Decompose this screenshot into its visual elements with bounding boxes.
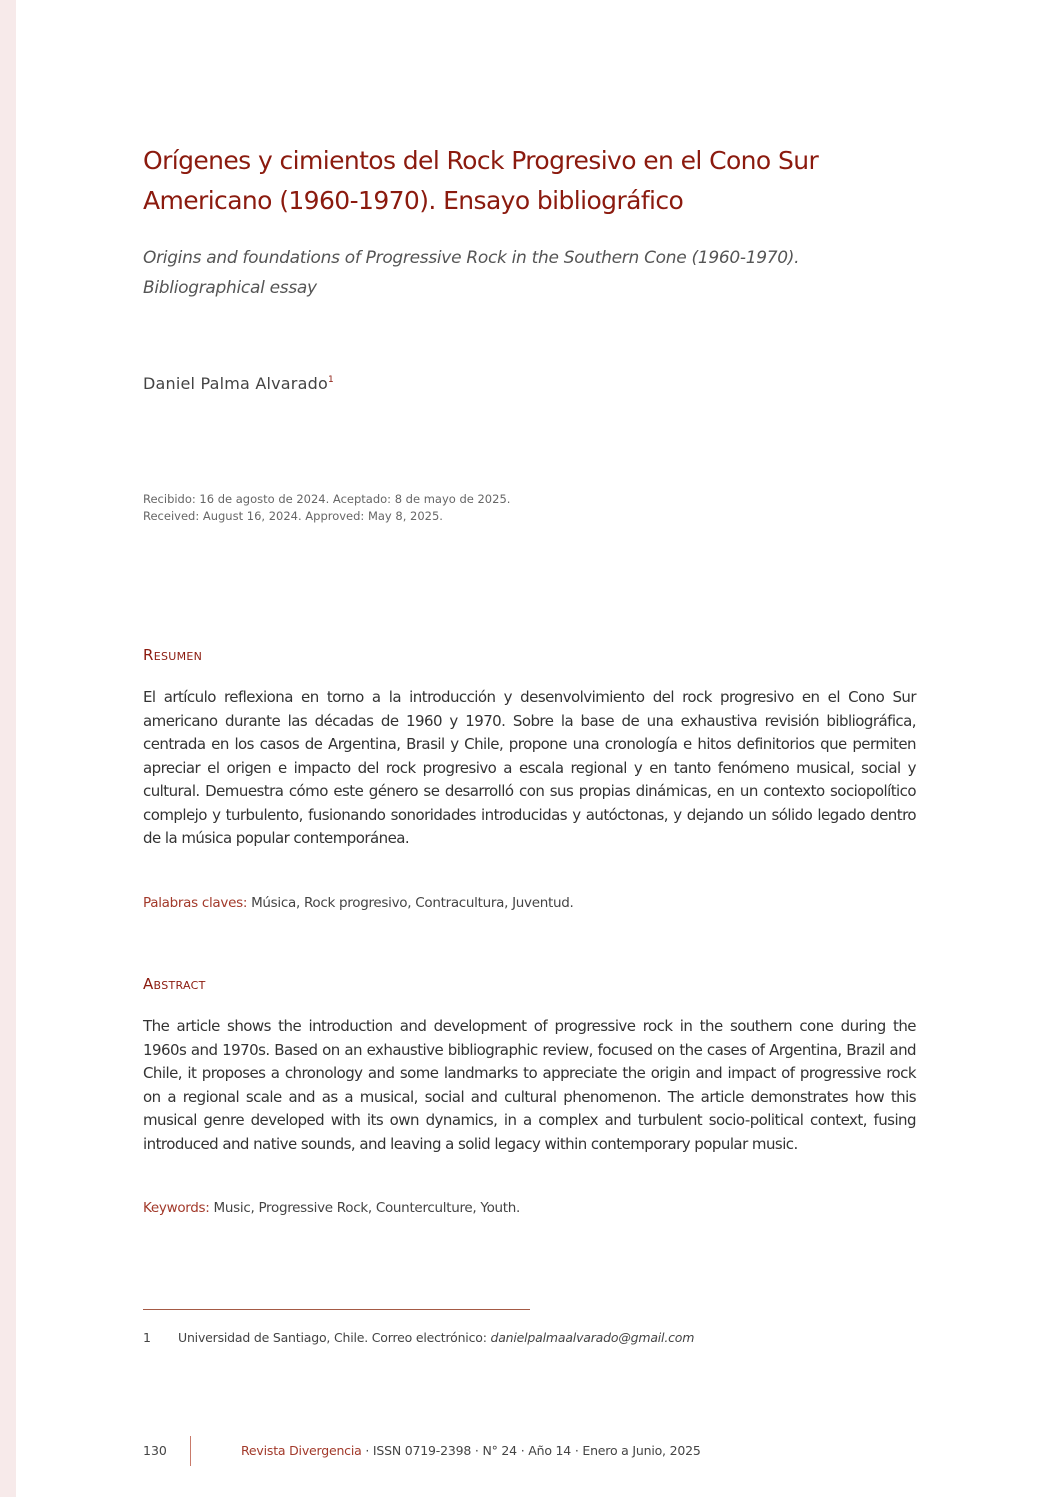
author-name: Daniel Palma Alvarado <box>143 374 328 393</box>
keywords-es: Música, Rock progresivo, Contracultura, Juventud. <box>251 895 574 911</box>
footnote-divider <box>143 1309 530 1310</box>
keywords-label-es: Palabras claves: <box>143 895 248 911</box>
footnote-ref[interactable]: 1 <box>327 375 334 385</box>
footer-divider <box>190 1436 191 1466</box>
abstract-heading: Abstract <box>143 975 206 993</box>
journal-info <box>241 1443 701 1458</box>
journal-details: · ISSN 0719-2398 · N° 24 · Año 14 · Enero a Junio, 2025 <box>361 1443 701 1458</box>
journal-name: Revista Divergencia <box>241 1443 362 1458</box>
footnote-number: 1 <box>143 1330 151 1345</box>
resumen-heading: Resumen <box>143 646 203 664</box>
page-number: 130 <box>143 1443 167 1458</box>
resumen-text: El artículo reflexiona en torno a la introducción y desenvolvimiento del rock progresivo en el Cono Sur americano durante las décadas de 1960 y 1970. Sobre la base de una exhaustiva revisión bibliográfica, centrada en los casos de Argentina, Brasil y Chile, propone una cronología e hitos definitorios que permiten apreciar el origen e impacto del rock progresivo a escala regional y en tanto fenómeno musical, social y cultural. Demuestra cómo este género se desarrolló con sus propias dinámicas, en un contexto sociopolítico complejo y turbulento, fusionando sonoridades introducidas y autóctonas, y dejando un sólido legado dentro de la música popular contemporánea. <box>143 688 916 847</box>
submission-dates <box>143 491 510 525</box>
resumen-keywords <box>143 895 573 911</box>
dates-english: Received: August 16, 2024. Approved: May 8, 2025. <box>143 509 443 523</box>
dates-spanish: Recibido: 16 de agosto de 2024. Aceptado: 8 de mayo de 2025. <box>143 492 511 506</box>
abstract-text: The article shows the introduction and development of progressive rock in the southern cone during the 1960s and 1970s. Based on an exhaustive bibliographic review, focused on the cases of Argentina, Brazil and Chile, it proposes a chronology and some landmarks to appreciate the origin and impact of progressive rock on a regional scale and as a musical, social and cultural phenomenon. The article demonstrates how this musical genre developed with its own dynamics, in a complex and turbulent socio-political context, fusing introduced and native sounds, and leaving a solid legacy within contemporary popular music. <box>143 1017 916 1153</box>
footnote <box>143 1330 694 1345</box>
footnote-email-link[interactable]: danielpalmaalvarado@gmail.com <box>490 1330 695 1345</box>
article-title: Orígenes y cimientos del Rock Progresivo en el Cono Sur Americano (1960-1970). Ensayo bibliográfico <box>143 146 819 215</box>
keywords-label-en: Keywords: <box>143 1200 210 1216</box>
abstract-keywords <box>143 1200 520 1216</box>
article-subtitle: Origins and foundations of Progressive Rock in the Southern Cone (1960-1970). Bibliographical essay <box>143 248 800 298</box>
author-line <box>143 374 334 393</box>
footnote-text: Universidad de Santiago, Chile. Correo electrónico: <box>178 1330 491 1345</box>
keywords-en: Music, Progressive Rock, Counterculture, Youth. <box>213 1200 521 1216</box>
page-margin-strip <box>0 0 16 1497</box>
